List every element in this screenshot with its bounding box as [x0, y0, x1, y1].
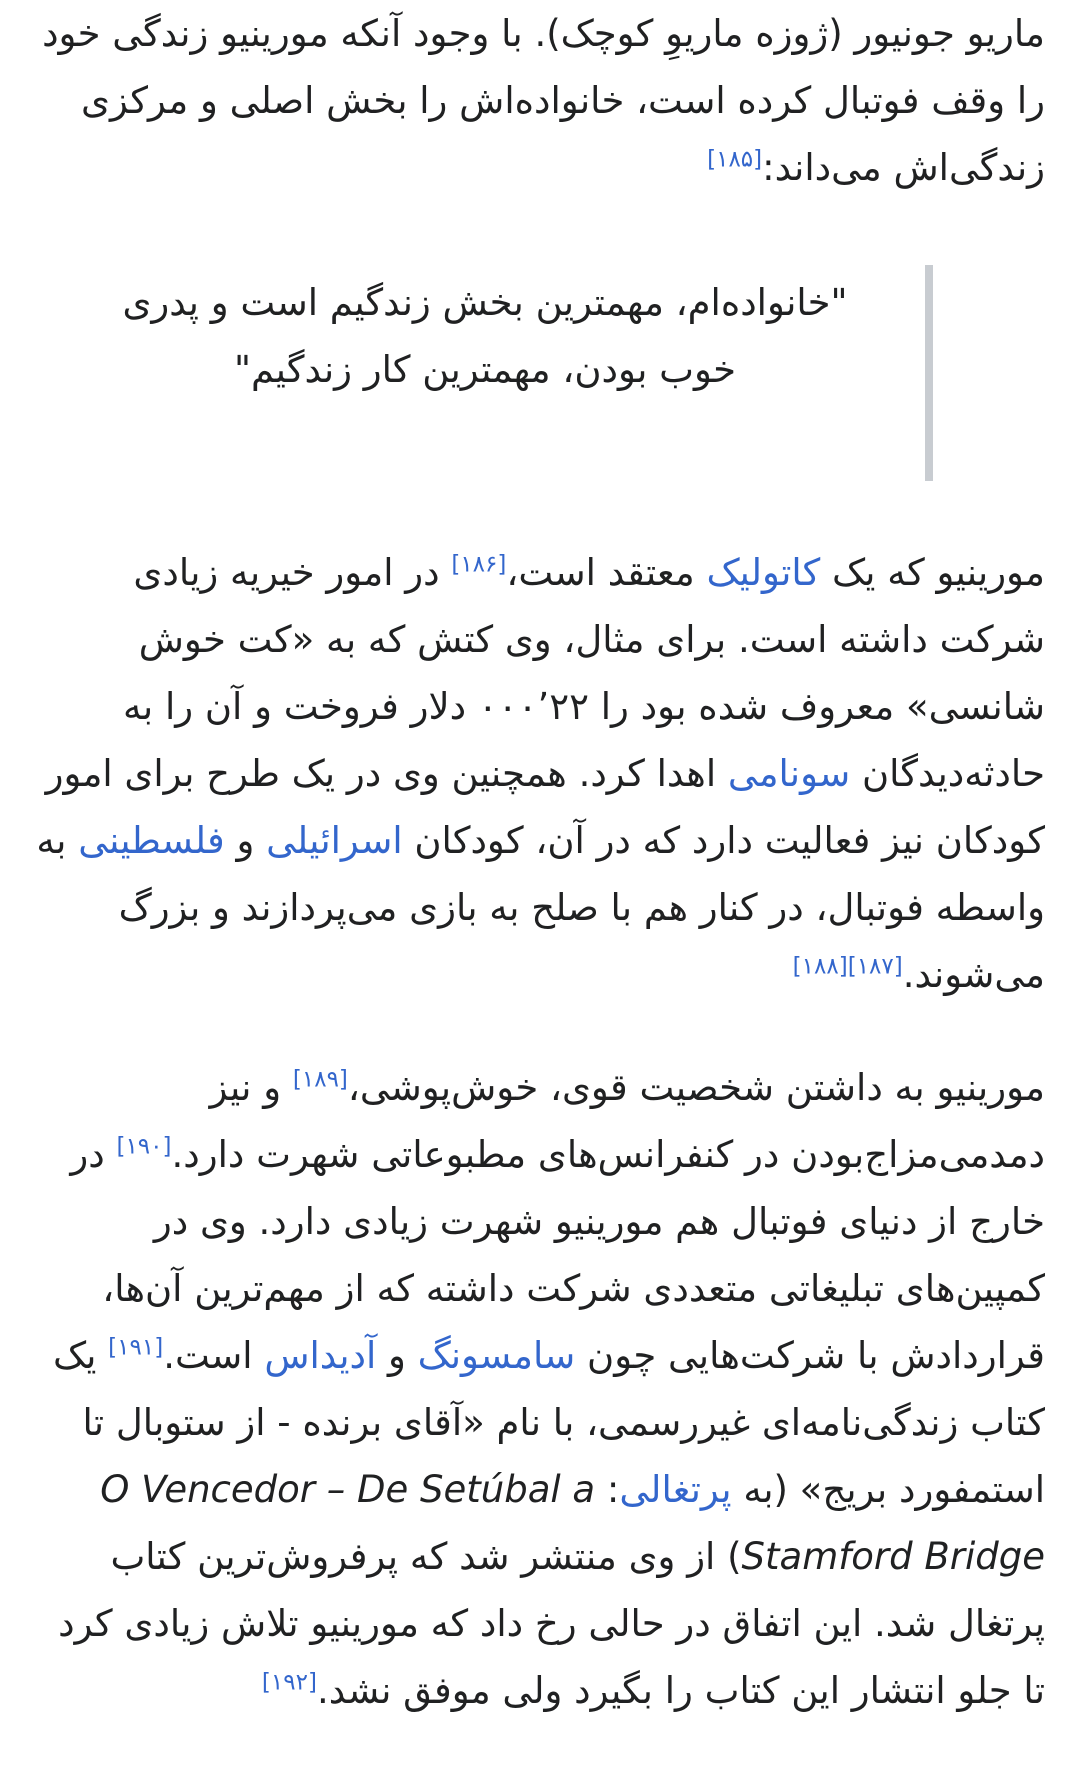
text-run: به واسطه فوتبال، در کنار هم با صلح به بازی می‌پردازند و بزرگ می‌شوند. [36, 819, 1045, 996]
paragraph-family [35, 0, 1045, 201]
wiki-link[interactable]: سامسونگ [417, 1334, 576, 1377]
text-run: و [224, 819, 267, 862]
book-title-latin: O Vencedor – De Setúbal a Stamford Bridge [100, 1468, 1045, 1578]
text-run: ماریو جونیور (ژوزه ماریوِ کوچک). با وجود آنکه مورینیو زندگی خود را وقف فوتبال کرده است، خانواده‌اش را بخش اصلی و مرکزی زندگی‌اش می‌داند: [42, 12, 1045, 189]
reference-citation[interactable]: [۱۸۹] [292, 1066, 348, 1093]
text-run: مورینیو که یک [820, 551, 1045, 594]
reference-citation[interactable]: [۱۸۶] [451, 551, 507, 578]
wiki-link[interactable]: اسرائیلی [266, 819, 403, 862]
wiki-link[interactable]: پرتغالی [619, 1468, 732, 1511]
text-run: در امور خیریه زیادی شرکت داشته است. برای مثال، وی کتش که به «کت خوش شانسی» معروف شده بود را ۲۲’۰۰۰ دلار فروخت و آن را به حادثه‌دیدگان [123, 551, 1045, 795]
reference-citation[interactable]: [۱۹۲] [261, 1669, 317, 1696]
text-run: ) از وی منتشر شد که پرفروش‌ترین کتاب پرتغال شد. این اتفاق در حالی رخ داد که مورینیو تلاش زیادی کرد تا جلو انتشار این کتاب را بگیرد ولی موفق نشد. [58, 1535, 1045, 1712]
text-run: و [376, 1334, 418, 1377]
wiki-link[interactable]: فلسطینی [78, 819, 225, 862]
paragraph-fame [35, 1054, 1045, 1724]
wiki-link[interactable]: سونامی [727, 752, 851, 795]
reference-citation[interactable]: [۱۸۸] [792, 953, 848, 980]
quote-text: "خانواده‌ام، مهمترین بخش زندگیم است و پدری خوب بودن، مهمترین کار زندگیم" [122, 281, 848, 391]
reference-citation[interactable]: [۱۹۱] [108, 1334, 164, 1361]
wiki-link[interactable]: کاتولیک [706, 551, 821, 594]
family-quote-block [90, 265, 933, 481]
reference-citation[interactable]: [۱۸۵] [707, 146, 763, 173]
text-run: است. [163, 1334, 265, 1377]
text-run: اهدا کرد. همچنین وی در یک طرح برای امور کودکان نیز فعالیت دارد که در آن، کودکان [45, 752, 1045, 862]
text-run: معتقد است، [506, 551, 707, 594]
paragraph-charity [35, 539, 1045, 1008]
text-run: و نیز دمدمی‌مزاج‌بودن در کنفرانس‌های مطبوعاتی شهرت دارد. [171, 1066, 1045, 1176]
reference-citation[interactable]: [۱۸۷] [847, 953, 903, 980]
text-run: در خارج از دنیای فوتبال هم مورینیو شهرت زیادی دارد. وی در کمپین‌های تبلیغاتی متعددی شرکت داشته که از مهم‌ترین آن‌ها، قراردادش با شرکت‌هایی چون [70, 1133, 1045, 1377]
text-run: : [595, 1468, 620, 1511]
wiki-link[interactable]: آدیداس [264, 1334, 377, 1377]
reference-citation[interactable]: [۱۹۰] [116, 1133, 172, 1160]
text-run: مورینیو به داشتن شخصیت قوی، خوش‌پوشی، [347, 1066, 1045, 1109]
text-run: یک کتاب زندگی‌نامه‌ای غیررسمی، با نام «آقای برنده - از ستوبال تا استمفورد بریج» (به [52, 1334, 1045, 1511]
